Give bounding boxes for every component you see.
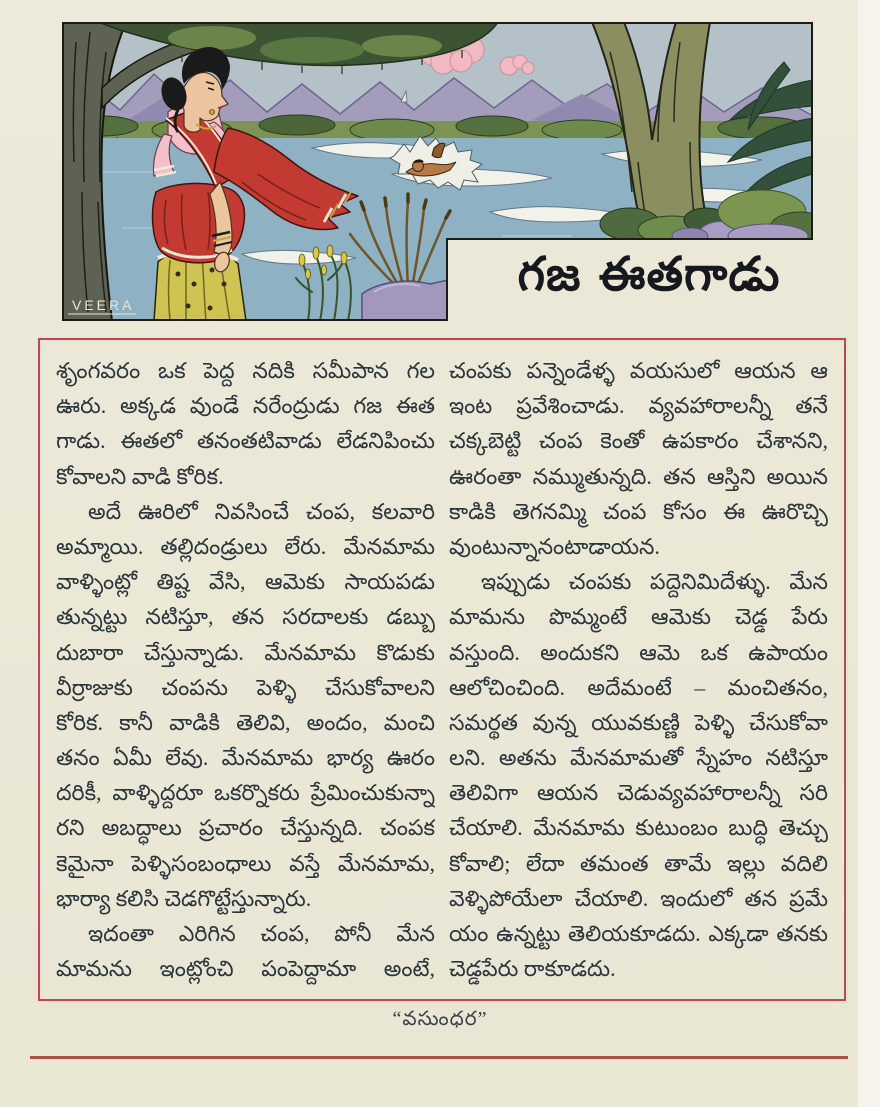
story-line: వస్తుంది. అందుకని ఆమె ఒక ఉపాయం [449,639,828,665]
artist-signature [68,297,136,314]
story-line: కెమైనా పెళ్ళిసంబంధాలు వస్తే మేనమామ, [56,850,435,876]
bank-rocks [362,280,448,321]
story-line: శృంగవరం ఒక పెద్ద నదికి సమీపాన గల [56,358,435,383]
story-line: చెడ్డపేరు రాకూడదు. [449,956,616,982]
story-line: ఇదంతా ఎరిగిన చంప, పోనీ మేన [88,921,435,946]
story-line: భార్యా కలిసి చెడగొట్టేస్తున్నారు. [56,885,312,911]
artist-signature-text: VEERA [72,297,135,313]
story-line: దుబారా చేస్తున్నాడు. మేనమామ కొడుకు [56,639,435,665]
story-line: తనం ఏమీ లేవు. మేనమామ భార్య ఊరం [56,745,435,771]
story-line: వాళ్ళింట్లో తిష్ట వేసి, ఆమెకు సాయపడు [56,569,435,595]
story-line: చక్కబెట్టి చంప కెంతో ఉపకారం చేశానని, [449,428,828,454]
story-line: లని. అతను మేనమామతో స్నేహం నటిస్తూ [449,745,828,771]
story-column-left [56,353,435,991]
story-line: దరికీ, వాళ్ళిద్దరూ ఒకర్నొకరు ప్రేమించుకున్నా [56,780,435,806]
story-line: అదే ఊరిలో నివసించే చంప, కలవారి [88,498,435,524]
story-line: ఊరంతా నమ్ముతున్నది. తన ఆస్తిని అయిన [449,463,828,489]
story-line: కోవాలి; లేదా తమంత తామే ఇల్లు వదిలి [449,850,828,876]
story-line: ఇప్పుడు చంపకు పద్దెనిమిదేళ్ళు. మేన [481,569,828,595]
story-line: యం ఉన్నట్టు తెలియకూడదు. ఎక్కడా తనకు [449,921,828,946]
end-rule [30,1056,848,1059]
story-line: చేయాలి. మేనమామ కుటుంబం బుద్ధి తెచ్చు [449,815,828,841]
story-line: మామను పొమ్మంటే ఆమెకు చెడ్డ పేరు [449,604,828,630]
story-line: గాడు. ఈతలో తనంతటివాడు లేడనిపించు [56,428,435,454]
story-title: గజ ఈతగాడు [517,247,781,302]
story-line: చంపకు పన్నెండేళ్ళ వయసులో ఆయన ఆ [449,358,828,383]
story-line: కోవాలని వాడి కోరిక. [56,463,224,489]
story-line: వెళ్ళిపోయేలా చేయాలి. ఇందులో తన ప్రమే [449,885,828,911]
story-column-right [449,353,828,991]
story-line: ఇంట ప్రవేశించాడు. వ్యవహారాలన్నీ తనే [449,393,828,419]
story-line: కాడికి తెగనమ్మి చంప కోసం ఈ ఊరొచ్చి [449,498,828,524]
story-text-box [38,338,846,1001]
story-line: అమ్మాయి. తల్లిదండ్రులు లేరు. మేనమామ [56,533,435,559]
story-line: ఆలోచించింది. అదేమంటే – మంచితనం, [449,674,828,700]
story-line: సమర్థత వున్న యువకుణ్ణి పెళ్ళి చేసుకోవా [449,709,828,735]
story-line: రని అబద్ధాలు ప్రచారం చేస్తున్నది. చంపక [56,815,435,841]
story-line: మామను ఇంట్లోంచి పంపెద్దామా అంటే, [56,956,435,982]
story-line: తెలివిగా ఆయన చెడువ్యవహారాలన్నీ సరి [449,780,828,806]
author-byline: “వసుంధర” [392,1008,488,1030]
story-line: కోరిక. కానీ వాడికి తెలివి, అందం, మంచి [56,709,435,735]
story-line: తున్నట్టు నటిస్తూ, తన సరదాలకు డబ్బు [56,604,435,630]
story-line: వుంటున్నానంటాడాయన. [449,533,660,559]
page-edge-strip [858,0,880,1107]
story-line: వీర్రాజుకు చంపను పెళ్ళి చేసుకోవాలని [56,674,435,700]
story-line: ఊరు. అక్కడ వుండే నరేంద్రుడు గజ ఈత [56,393,435,419]
